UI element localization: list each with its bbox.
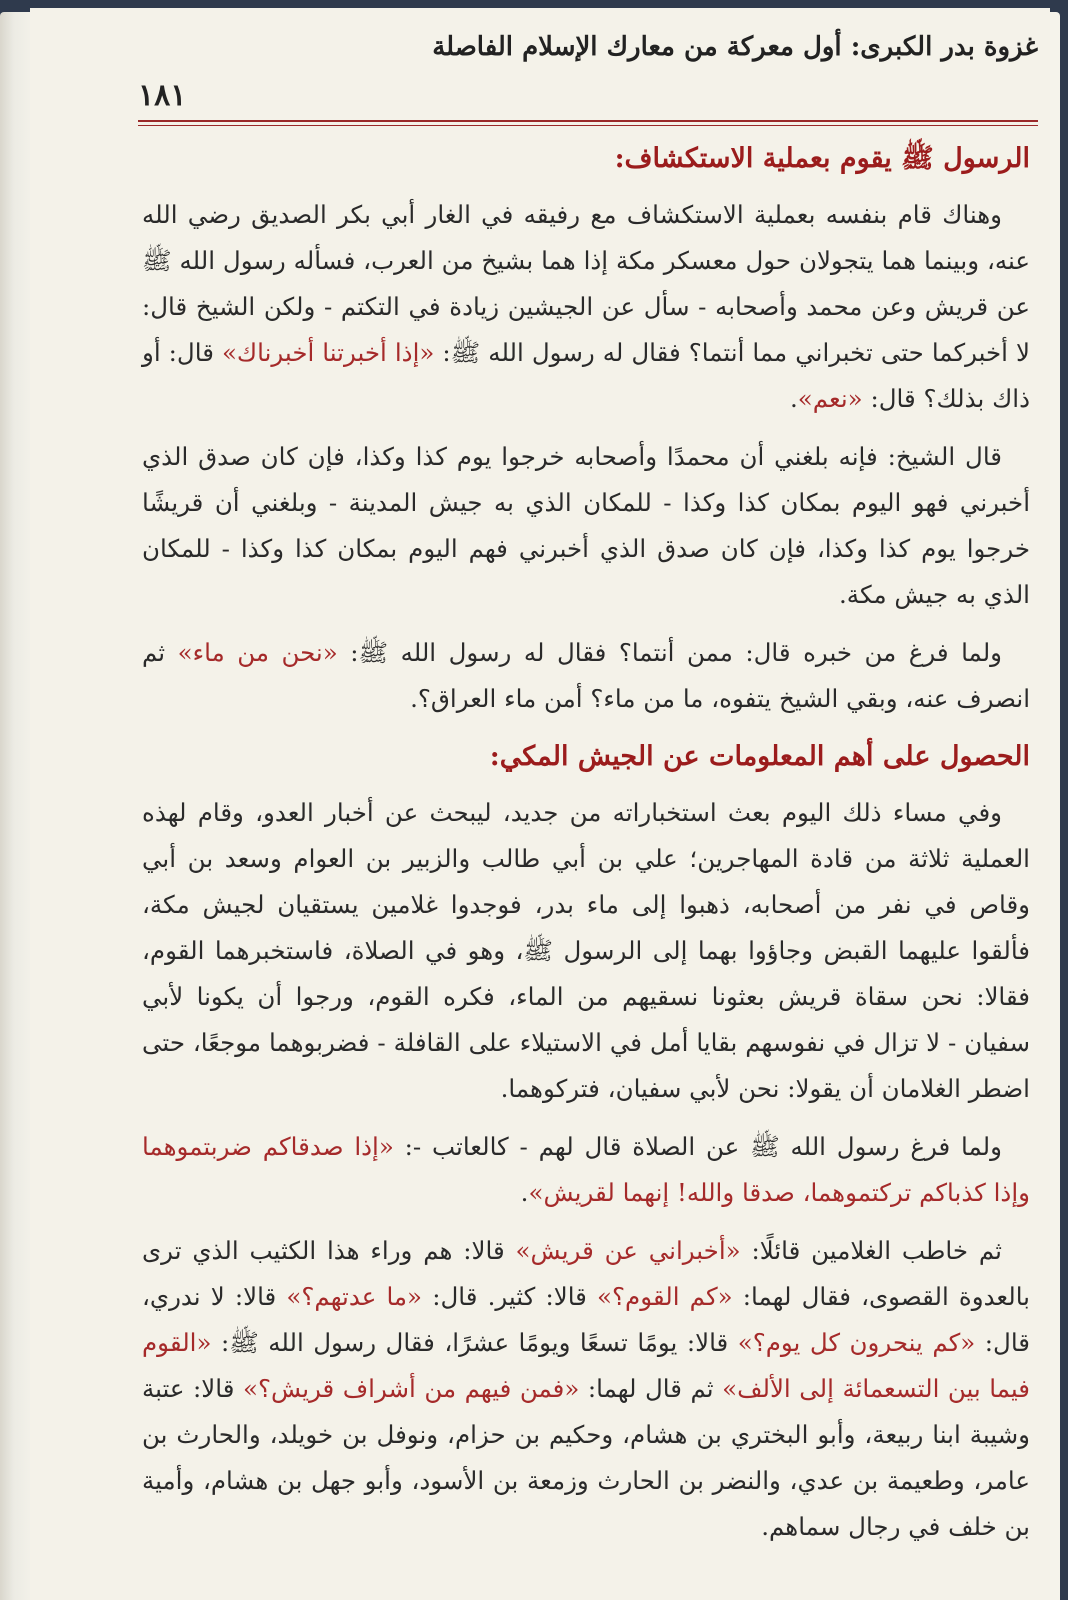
- prophetic-quote: «أخبراني عن قريش»: [515, 1236, 741, 1265]
- page-header: [30, 8, 1050, 128]
- page-number: ١٨١: [138, 78, 187, 113]
- prophetic-quote: «كم ينحرون كل يوم؟»: [737, 1328, 976, 1357]
- body-paragraph: [142, 630, 1030, 722]
- paragraph-text: قالا: عتبة وشيبة ابنا ربيعة، وأبو البختري بن هشام، وحكيم بن حزام، ونوفل بن خويلد، والحارث بن عامر، وطعيمة بن عدي، والنضر بن الحارث وزمعة بن الأسود، وأبو جهل بن هشام، وأمية بن خلف في رجال سماهم.: [142, 1374, 1030, 1541]
- paragraph-text: ولما فرغ من خبره قال: ممن أنتما؟ فقال له رسول الله ﷺ:: [337, 638, 1002, 667]
- paragraph-text: .: [520, 1178, 529, 1207]
- header-rule-thin: [138, 125, 1038, 126]
- prophetic-quote: «إذا صدقاكم ضربتموهما وإذا كذباكم تركتموهما، صدقا والله! إنهما لقريش»: [142, 1132, 1030, 1207]
- section-heading: الحصول على أهم المعلومات عن الجيش المكي:: [489, 741, 1030, 772]
- body-paragraph: [142, 790, 1030, 1112]
- prophetic-quote: «القوم فيما بين التسعمائة إلى الألف»: [142, 1328, 1030, 1403]
- prophetic-quote: «نعم»: [797, 384, 863, 413]
- book-page: [30, 8, 1050, 1600]
- paragraph-text: قالا: كثير. قال:: [422, 1282, 598, 1311]
- prophetic-quote: «كم القوم؟»: [597, 1282, 733, 1311]
- paragraph-text: قال: أو ذاك بذلك؟ قال:: [142, 338, 1030, 413]
- body-paragraph: [142, 1124, 1030, 1216]
- page-body: [142, 128, 1030, 1562]
- paragraph-text: ثم قال لهما:: [579, 1374, 723, 1403]
- paragraph-text: قالا: يومًا تسعًا ويومًا عشرًا، فقال رسول الله ﷺ:: [211, 1328, 738, 1357]
- prophetic-quote: «فمن فيهم من أشراف قريش؟»: [242, 1374, 580, 1403]
- paragraph-text: وفي مساء ذلك اليوم بعث استخباراته من جديد، ليبحث عن أخبار العدو، وقام لهذه العملية ثلاثة من قادة المهاجرين؛ علي بن أبي طالب والزبير بن العوام وسعد بن أبي وقاص في نفر من أصحابه، ذهبوا إلى ماء بدر، فوجدوا غلامين يستقيان لجيش مكة، فألقوا عليهما القبض وجاؤوا بهما إلى الرسول ﷺ، وهو في الصلاة، فاستخبرهما القوم، فقالا: نحن سقاة قريش بعثونا نسقيهم من الماء، فكره القوم، ورجوا أن يكونا لأبي سفيان - لا تزال في نفوسهم بقايا أمل في الاستيلاء على القافلة - فضربوهما موجعًا، حتى اضطر الغلامان أن يقولا: نحن لأبي سفيان، فتركوهما.: [142, 798, 1030, 1103]
- section-heading: الرسول ﷺ يقوم بعملية الاستكشاف:: [614, 143, 1030, 174]
- prophetic-quote: «إذا أخبرتنا أخبرناك»: [221, 338, 435, 367]
- body-paragraph: [142, 434, 1030, 618]
- paragraph-text: ولما فرغ رسول الله ﷺ عن الصلاة قال لهم - كالعاتب -:: [393, 1132, 1002, 1161]
- paragraph-text: .: [789, 384, 798, 413]
- prophetic-quote: «نحن من ماء»: [177, 638, 338, 667]
- paragraph-text: قالا: لا ندري، قال:: [142, 1282, 1030, 1357]
- running-title: غزوة بدر الكبرى: أول معركة من معارك الإسلام الفاصلة: [432, 32, 1038, 62]
- paragraph-text: قال الشيخ: فإنه بلغني أن محمدًا وأصحابه خرجوا يوم كذا وكذا، فإن كان صدق الذي أخبرني فهو اليوم بمكان كذا وكذا - للمكان الذي به جيش المدينة - وبلغني أن قريشًا خرجوا يوم كذا وكذا، فإن كان صدق الذي أخبرني فهم اليوم بمكان كذا وكذا - للمكان الذي به جيش مكة.: [142, 442, 1030, 609]
- header-rule: [138, 120, 1038, 122]
- paragraph-text: قالا: هم وراء هذا الكثيب الذي ترى بالعدوة القصوى، فقال لهما:: [142, 1236, 1030, 1311]
- body-paragraph: [142, 1228, 1030, 1550]
- paragraph-text: ثم خاطب الغلامين قائلًا:: [740, 1236, 1002, 1265]
- body-paragraph: [142, 192, 1030, 422]
- paragraph-text: وهناك قام بنفسه بعملية الاستكشاف مع رفيقه في الغار أبي بكر الصديق رضي الله عنه، وبينما هما يتجولان حول معسكر مكة إذا هما بشيخ من العرب، فسأله رسول الله ﷺ عن قريش وعن محمد وأصحابه - سأل عن الجيشين زيادة في التكتم - ولكن الشيخ قال: لا أخبركما حتى تخبراني مما أنتما؟ فقال له رسول الله ﷺ:: [142, 200, 1030, 367]
- prophetic-quote: «ما عدتهم؟»: [286, 1282, 423, 1311]
- paragraph-text: ثم انصرف عنه، وبقي الشيخ يتفوه، ما من ماء؟ أمن ماء العراق؟.: [142, 638, 1030, 713]
